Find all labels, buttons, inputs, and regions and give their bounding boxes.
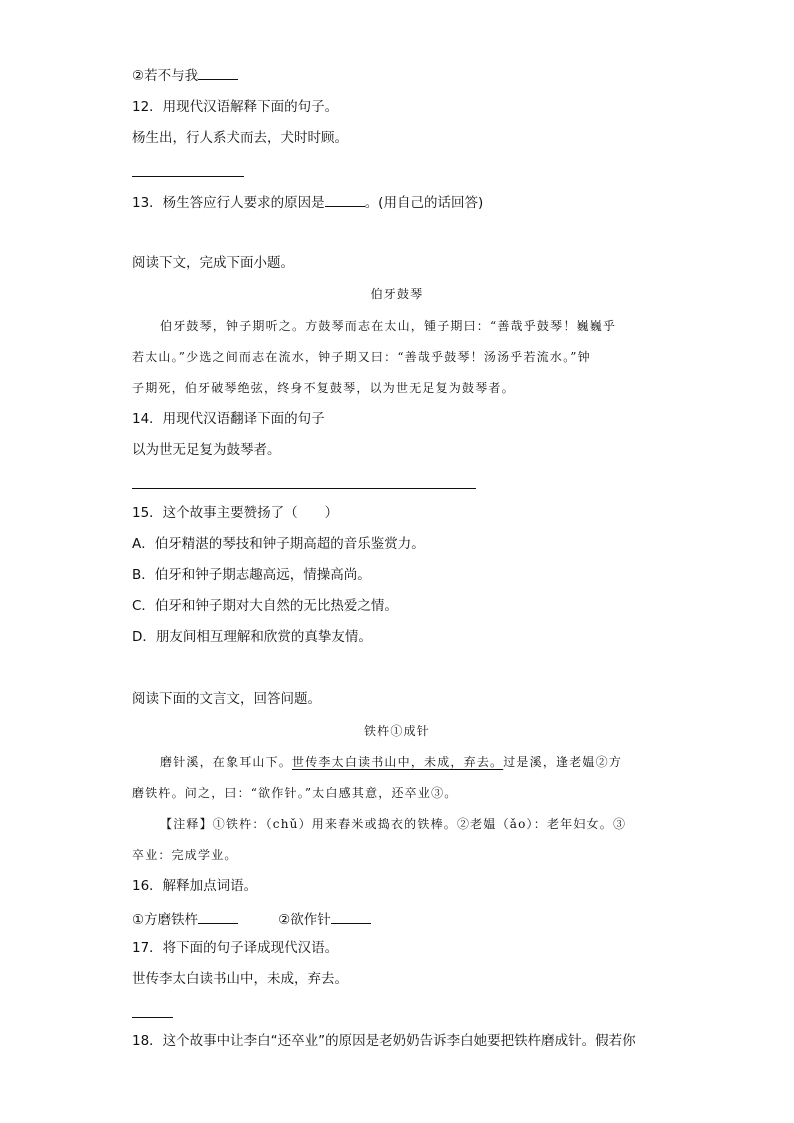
q17-stem: 17．将下面的句子译成现代汉语。 <box>132 940 339 956</box>
q14-stem: 14．用现代汉语翻译下面的句子 <box>132 411 325 427</box>
q12-stem: 12．用现代汉语解释下面的句子。 <box>132 99 339 115</box>
q11-item2-text: ②若不与我 <box>132 68 199 84</box>
passage1-line: 子期死，伯牙破琴绝弦，终身不复鼓琴，以为世无足复为鼓琴者。 <box>132 381 515 395</box>
passage2-line <box>160 756 622 768</box>
passage2-note: 卒业：完成学业。 <box>132 848 238 862</box>
passage2-line: 磨铁杵。问之，曰：“欲作针。”太白感其意，还卒业③。 <box>132 786 458 800</box>
q15-option-b[interactable]: B．伯牙和钟子期志趣高远，情操高尚。 <box>132 567 371 583</box>
passage2-note: 【注释】①铁杵：（chǔ）用来舂米或捣衣的铁棒。②老媪（ǎo）：老年妇女。③ <box>160 817 627 831</box>
answer-line[interactable] <box>132 176 244 177</box>
passage2-line1-a: 磨针溪，在象耳山下。 <box>160 755 293 769</box>
passage1-title: 伯牙鼓琴 <box>370 287 424 301</box>
q11-item2 <box>132 67 238 84</box>
q15-stem: 15．这个故事主要赞扬了（ ） <box>132 505 339 521</box>
underlined-sentence: 世传李太白读书山中，未成，弃去。 <box>292 755 504 769</box>
answer-blank[interactable] <box>198 67 238 80</box>
q16-item1: ①方磨铁杵 <box>132 912 199 928</box>
q12-sentence: 杨生出，行人系犬而去，犬时时顾。 <box>132 130 348 146</box>
answer-line[interactable] <box>132 1017 173 1018</box>
q17-sentence: 世传李太白读书山中，未成，弃去。 <box>132 971 348 987</box>
q13-stem <box>132 194 483 211</box>
q13-stem-after: 。(用自己的话回答) <box>364 195 484 211</box>
passage1-line: 若太山。”少选之间而志在流水，钟子期又曰：“善哉乎鼓琴！汤汤乎若流水。”钟 <box>132 350 591 364</box>
q14-sentence: 以为世无足复为鼓琴者。 <box>132 442 281 458</box>
answer-blank[interactable] <box>325 194 365 207</box>
answer-line[interactable] <box>132 488 476 489</box>
q18-stem: 18．这个故事中让李白“还卒业”的原因是老奶奶告诉李白她要把铁杵磨成针。假若你 <box>132 1033 636 1049</box>
q15-option-d[interactable]: D．朋友间相互理解和欣赏的真挚友情。 <box>132 629 372 645</box>
q16-items <box>132 911 371 928</box>
passage1-line: 伯牙鼓琴，钟子期听之。方鼓琴而志在太山，锺子期曰：“善哉乎鼓琴！巍巍乎 <box>160 319 617 333</box>
passage2-intro: 阅读下面的文言文，回答问题。 <box>132 691 321 707</box>
q16-item2: ②欲作针 <box>278 912 331 928</box>
passage1-intro: 阅读下文，完成下面小题。 <box>132 255 294 271</box>
answer-blank[interactable] <box>331 911 371 924</box>
answer-blank[interactable] <box>198 911 238 924</box>
passage2-line1-b: 过是溪，逢老媪②方 <box>503 755 623 769</box>
q15-option-a[interactable]: A．伯牙精湛的琴技和钟子期高超的音乐鉴赏力。 <box>132 536 425 552</box>
q15-option-c[interactable]: C．伯牙和钟子期对大自然的无比热爱之情。 <box>132 598 398 614</box>
passage2-title: 铁杵①成针 <box>363 724 430 738</box>
q13-stem-before: 13．杨生答应行人要求的原因是 <box>132 195 325 211</box>
q16-stem: 16．解释加点词语。 <box>132 878 258 894</box>
